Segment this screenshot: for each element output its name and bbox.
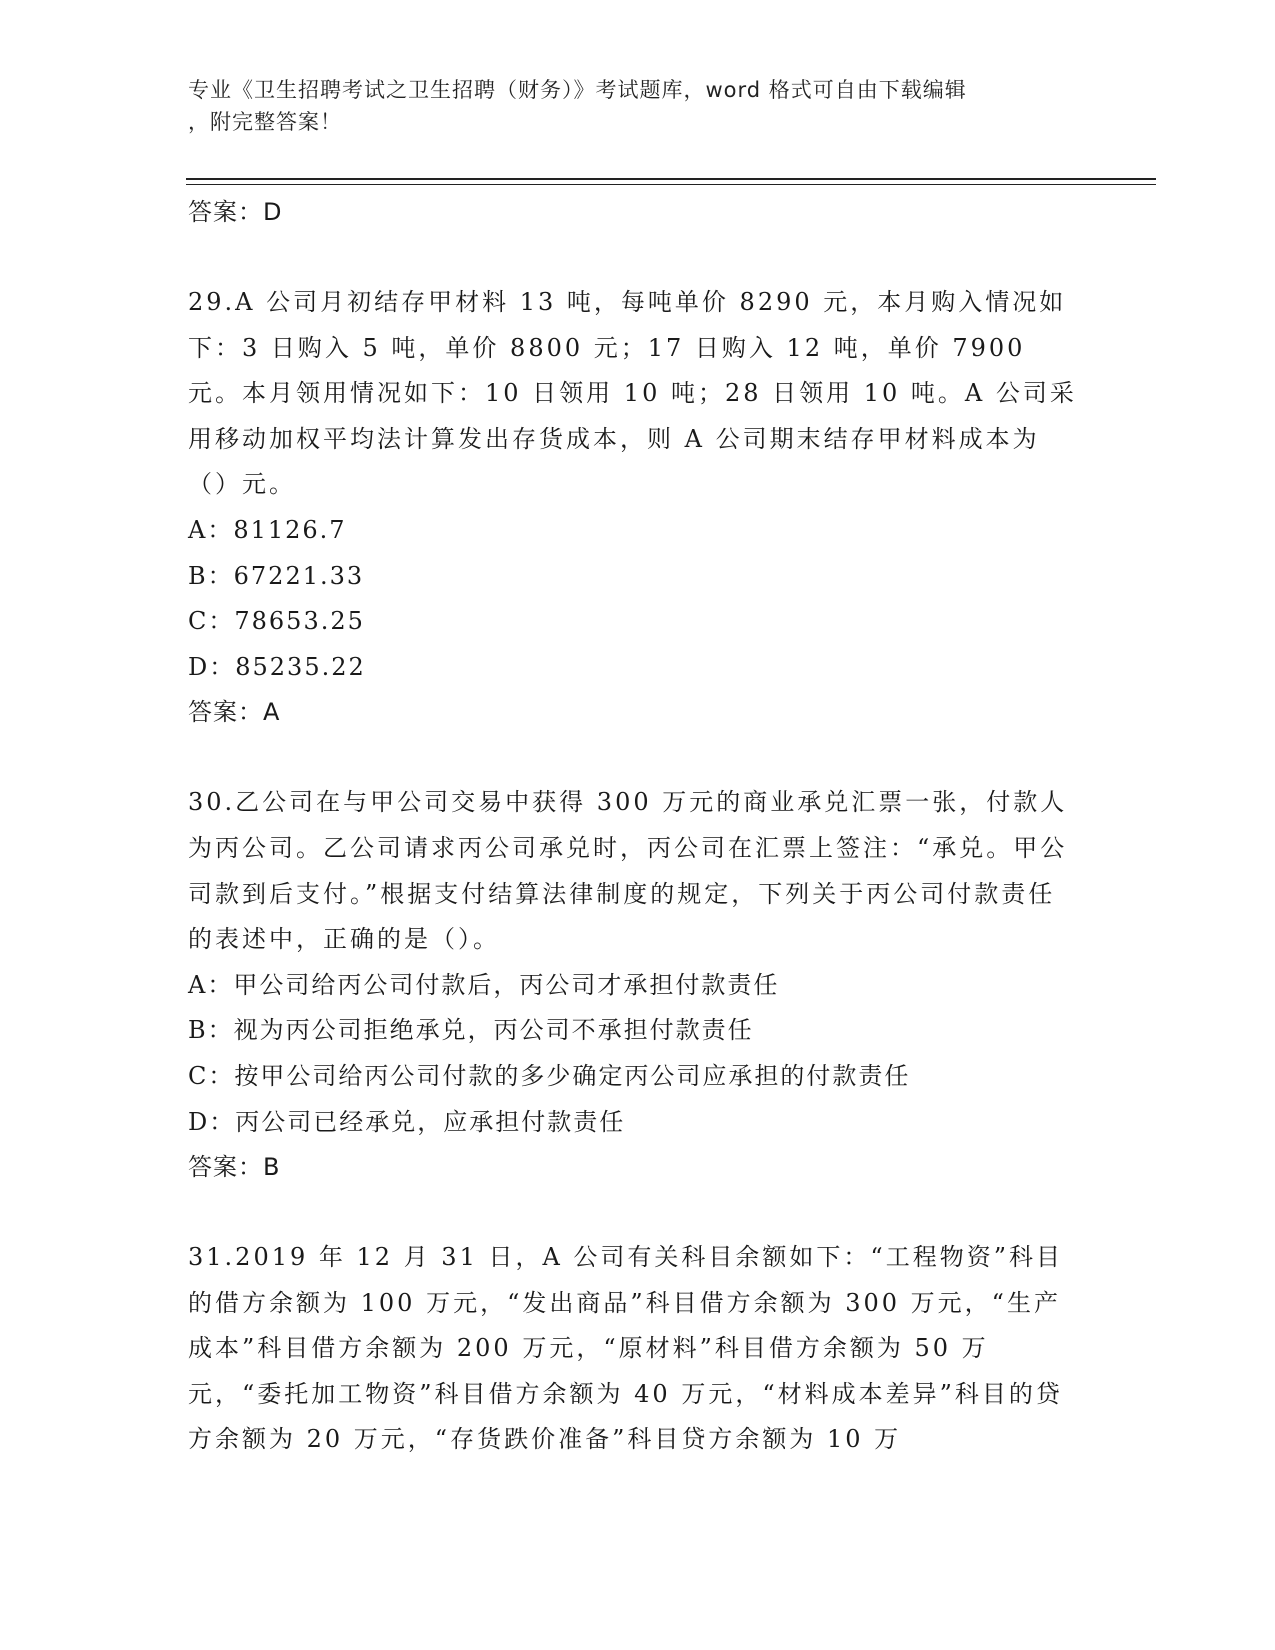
question-30 xyxy=(188,780,1078,1189)
question-29-option-b: B：67221.33 xyxy=(188,561,365,590)
answer-previous: 答案：D xyxy=(188,198,283,226)
question-29-answer: 答案：A xyxy=(188,698,281,727)
document-body xyxy=(188,190,1078,1463)
spacer xyxy=(188,1189,1078,1235)
header-rule-thin xyxy=(186,184,1156,185)
question-29-option-d: D：85235.22 xyxy=(188,652,366,681)
question-29-option-a: A：81126.7 xyxy=(188,515,347,544)
question-30-text: 30.乙公司在与甲公司交易中获得 300 万元的商业承兑汇票一张，付款人为丙公司。乙公司请求丙公司承兑时，丙公司在汇票上签注：“承兑。甲公司款到后支付。”根据支付结算法律制度的规定，下列关于丙公司付款责任的表述中，正确的是（）。 xyxy=(188,788,1068,954)
header-line-2: ，附完整答案！ xyxy=(188,110,342,134)
question-30-option-a: A：甲公司给丙公司付款后，丙公司才承担付款责任 xyxy=(188,970,780,999)
header-rule-thick xyxy=(186,178,1156,180)
question-31 xyxy=(188,1235,1078,1463)
header-line-1: 专业《卫生招聘考试之卫生招聘（财务）》考试题库，word 格式可自由下载编辑 xyxy=(188,78,967,102)
spacer xyxy=(188,734,1078,780)
question-31-text: 31.2019 年 12 月 31 日，A 公司有关科目余额如下：“工程物资”科目的借方余额为 100 万元，“发出商品”科目借方余额为 300 万元，“生产成本”科目借方余额为 200 万元，“原材料”科目借方余额为 50 万元，“委托加工物资”科目借方余额为 40 万元，“材料成本差异”科目的贷方余额为 20 万元，“存货跌价准备”科目贷方余额为 10 万 xyxy=(188,1243,1063,1454)
document-header xyxy=(188,74,1068,138)
question-30-option-b: B：视为丙公司拒绝承兑，丙公司不承担付款责任 xyxy=(188,1016,754,1045)
question-29-text: 29.A 公司月初结存甲材料 13 吨，每吨单价 8290 元，本月购入情况如下：3 日购入 5 吨，单价 8800 元；17 日购入 12 吨，单价 7900 元。本月领用情况如下：10 日领用 10 吨；28 日领用 10 吨。A 公司采用移动加权平均法计算发出存货成本，则 A 公司期末结存甲材料成本为（）元。 xyxy=(188,288,1077,499)
question-30-option-c: C：按甲公司给丙公司付款的多少确定丙公司应承担的付款责任 xyxy=(188,1061,911,1090)
spacer xyxy=(188,234,1078,280)
question-29 xyxy=(188,280,1078,734)
question-30-option-d: D：丙公司已经承兑，应承担付款责任 xyxy=(188,1107,626,1136)
question-29-option-c: C：78653.25 xyxy=(188,607,365,636)
question-30-answer: 答案：B xyxy=(188,1153,281,1182)
